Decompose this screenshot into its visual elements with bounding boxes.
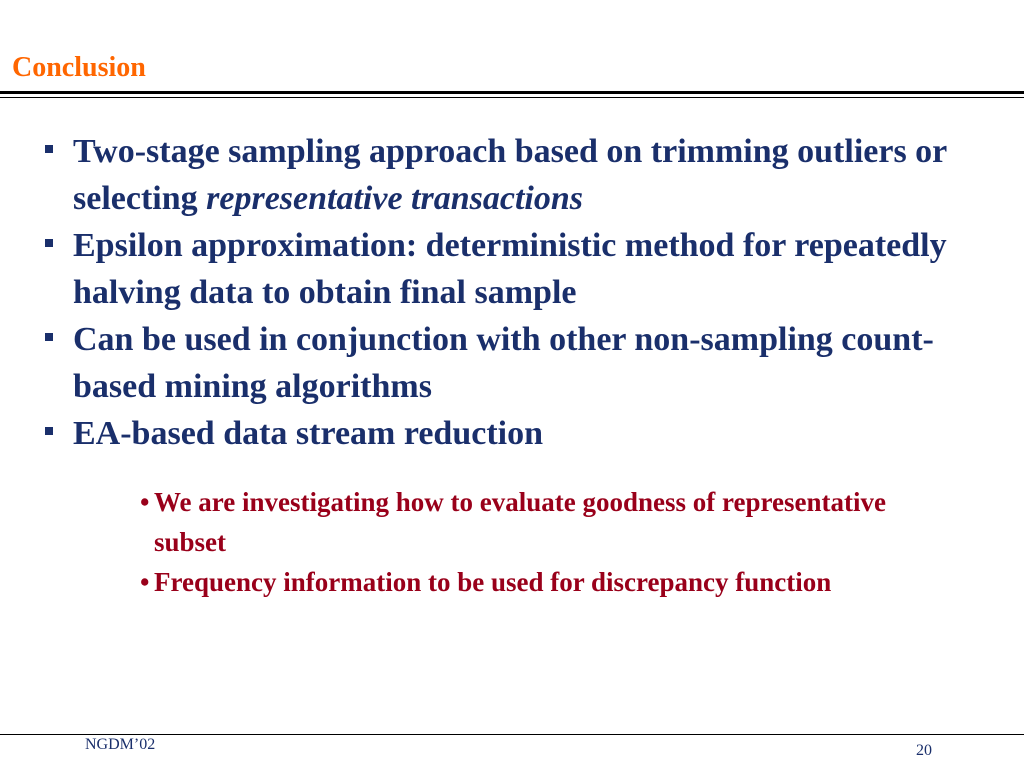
round-bullet-icon: • <box>140 487 150 517</box>
square-bullet-icon <box>45 145 53 153</box>
square-bullet-icon <box>45 333 53 341</box>
bullet-item <box>45 410 1005 457</box>
slide-title: Conclusion <box>12 52 146 83</box>
title-rule-thin <box>0 97 1024 98</box>
page-number: 20 <box>916 742 932 759</box>
bullet-list <box>45 128 1005 457</box>
bullet-text: EA-based data stream reduction <box>73 415 544 452</box>
footer-rule <box>0 734 1024 735</box>
sub-bullet-list <box>140 482 920 602</box>
bullet-text-italic: representative transactions <box>206 180 583 217</box>
bullet-text: Two-stage sampling approach based on trimming outliers or selecting <box>73 133 947 217</box>
title-rule-thick <box>0 91 1024 94</box>
sub-bullet-item <box>140 482 920 562</box>
sub-bullet-text: We are investigating how to evaluate goodness of representative subset <box>154 487 886 557</box>
square-bullet-icon <box>45 427 53 435</box>
square-bullet-icon <box>45 239 53 247</box>
sub-bullet-item <box>140 562 920 602</box>
bullet-item <box>45 222 1005 316</box>
footer-label: NGDM’02 <box>85 736 156 753</box>
bullet-text: Epsilon approximation: deterministic method for repeatedly halving data to obtain final sample <box>73 227 947 311</box>
bullet-item <box>45 128 1005 222</box>
sub-bullet-text: Frequency information to be used for discrepancy function <box>154 567 832 597</box>
bullet-text: Can be used in conjunction with other non-sampling count-based mining algorithms <box>73 321 934 405</box>
bullet-item <box>45 316 1005 410</box>
round-bullet-icon: • <box>140 567 150 597</box>
